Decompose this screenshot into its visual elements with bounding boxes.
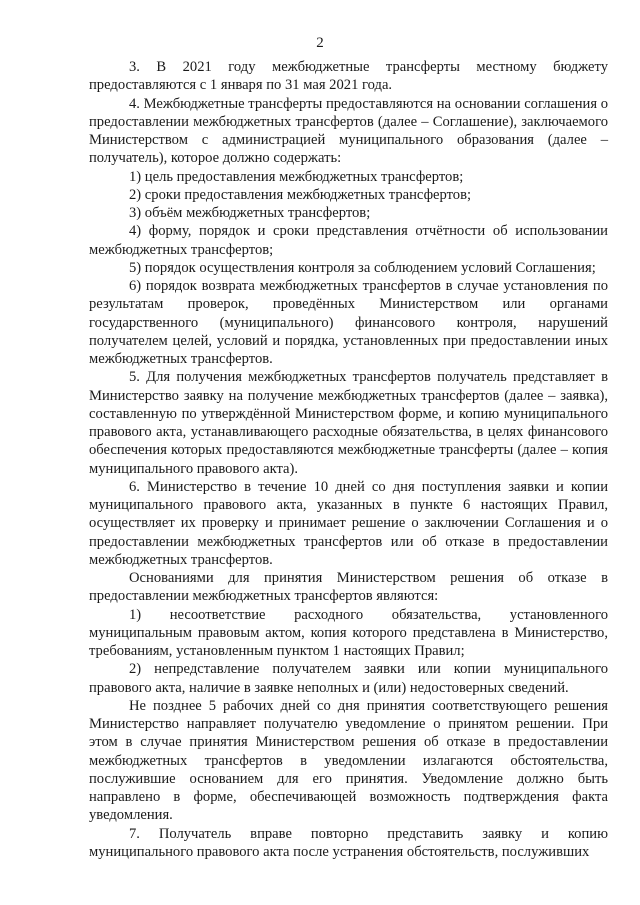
list-item-reporting: 4) форму, порядок и сроки представления отчётности об использовании межбюджетных трансфертов; — [89, 223, 608, 258]
paragraph-notification: Не позднее 5 рабочих дней со дня принятия соответствующего решения Министерство направляет получателю уведомление о принятом решении. При этом в случае принятия Министерством решения об отказе в предоставлении межбюджетных трансфертов в уведомлении излагаются обстоятельства, послужившие основанием для его принятия. Уведомление должно быть направлено в форме, обеспечивающей возможность подтверждения факта уведомления. — [89, 697, 608, 824]
paragraph-item-5: 5. Для получения межбюджетных трансфертов получатель представляет в Министерство заявку на получение межбюджетных трансфертов (далее – заявка), составленную по утверждённой Министерством форме, и копию муниципального правового акта, устанавливающего расходные обязательства, в целях финансового обеспечения которых предоставляются межбюджетные трансферты (далее – копия муниципального правового акта). — [89, 369, 608, 477]
paragraph-item-6: 6. Министерство в течение 10 дней со дня поступления заявки и копии муниципального правового акта, указанных в пункте 6 настоящих Правил, осуществляет их проверку и принимает решение о заключении Соглашения и о предоставлении межбюджетных трансфертов или об отказе в предоставлении межбюджетных трансфертов. — [89, 478, 608, 568]
paragraph-item-7: 7. Получатель вправе повторно представить заявку и копию муниципального правового акта после устранения обстоятельств, послуживших — [89, 825, 608, 860]
list-item-volume: 3) объём межбюджетных трансфертов; — [129, 205, 371, 221]
document-body — [89, 58, 608, 861]
paragraph-item-4: 4. Межбюджетные трансферты предоставляются на основании соглашения о предоставлении межбюджетных трансфертов (далее – Соглашение), заключаемого Министерством с администрацией муниципального образования (далее – получатель), которое должно содержать: — [89, 95, 608, 167]
list-item-goal: 1) цель предоставления межбюджетных трансфертов; — [129, 168, 464, 185]
paragraph-item-3: 3. В 2021 году межбюджетные трансферты местному бюджету предоставляются с 1 января по 31 мая 2021 года. — [89, 59, 608, 94]
page-number: 2 — [316, 35, 324, 51]
list-item-non-submission: 2) непредставление получателем заявки или копии муниципального правового акта, наличие в заявке неполных и (или) недостоверных сведений. — [89, 661, 608, 696]
list-item-mismatch: 1) несоответствие расходного обязательства, установленного муниципальным правовым актом, копия которого представлена в Министерство, требованиям, установленным пунктом 1 настоящих Правил; — [89, 606, 608, 659]
list-item-return: 6) порядок возврата межбюджетных трансфертов в случае установления по результатам проверок, проведённых Министерством или органами государственного (муниципального) финансового контроля, нарушений получателем целей, условий и порядка, установленных при предоставлении иных межбюджетных трансфертов. — [89, 278, 608, 367]
list-item-terms: 2) сроки предоставления межбюджетных трансфертов; — [129, 186, 472, 203]
paragraph-refusal-grounds: Основаниями для принятия Министерством решения об отказе в предоставлении межбюджетных трансфертов являются: — [89, 570, 608, 605]
list-item-control: 5) порядок осуществления контроля за соблюдением условий Соглашения; — [129, 259, 596, 276]
